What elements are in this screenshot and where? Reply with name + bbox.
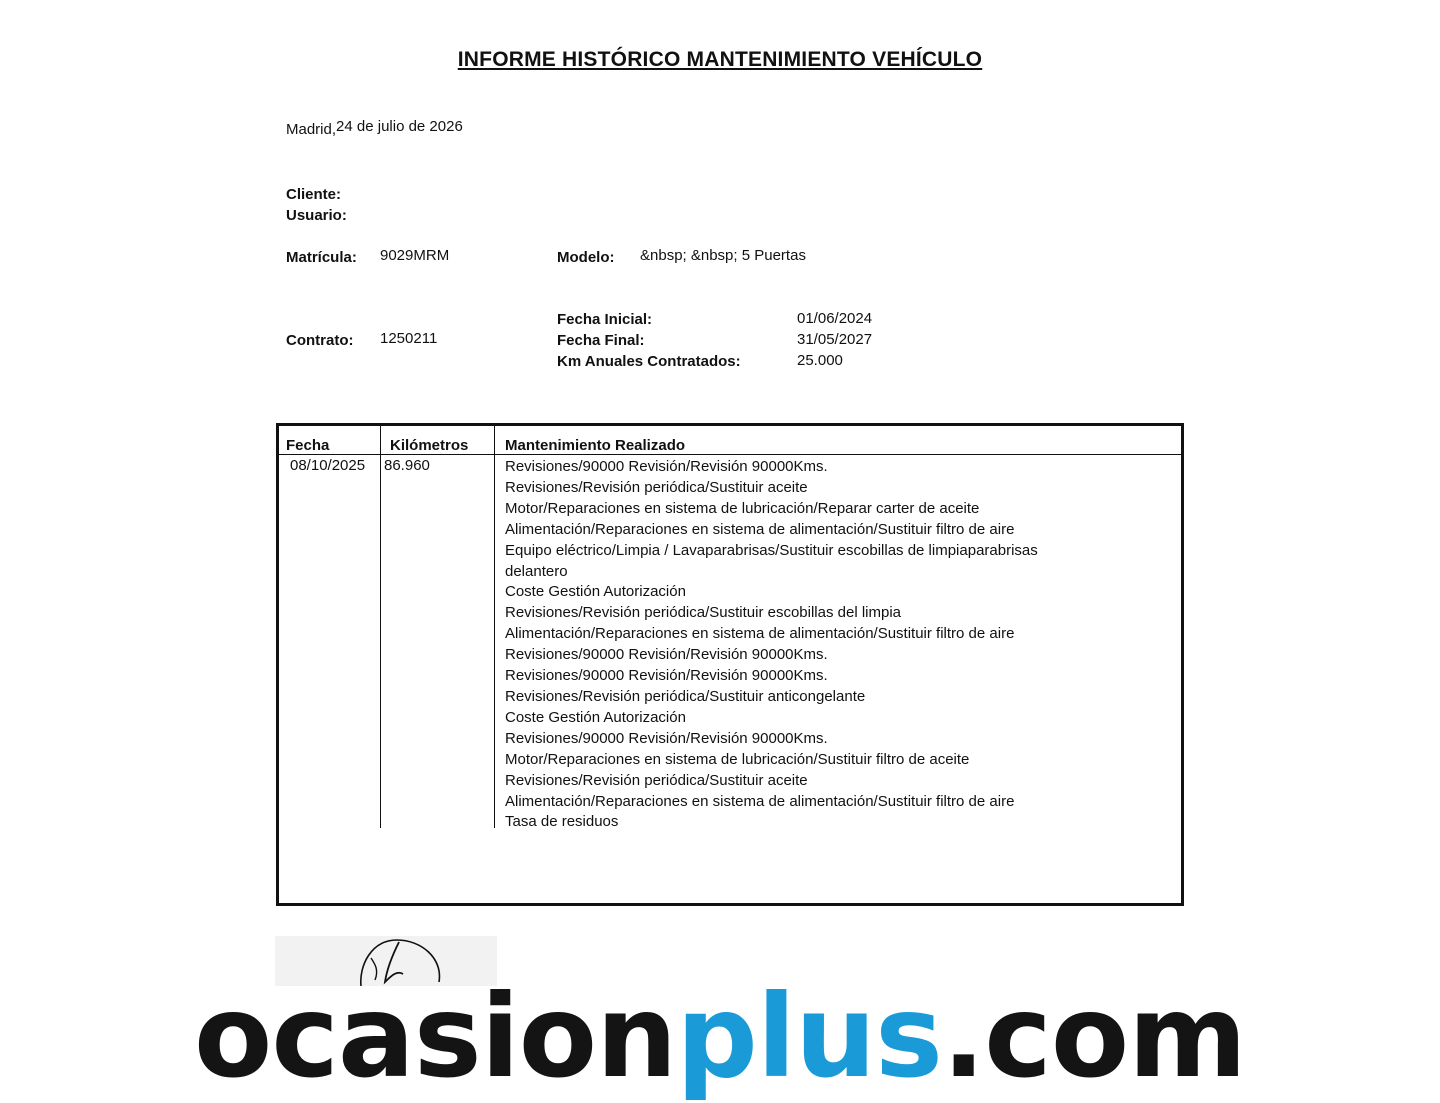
maintenance-item: Alimentación/Reparaciones en sistema de alimentación/Sustituir filtro de aire xyxy=(505,520,1015,538)
contrato-value: 1250211 xyxy=(380,330,438,347)
maintenance-item: Coste Gestión Autorización xyxy=(505,583,686,601)
row-km: 86.960 xyxy=(384,457,430,474)
maintenance-item: Alimentación/Reparaciones en sistema de alimentación/Sustituir filtro de aire xyxy=(505,625,1015,643)
row-fecha: 08/10/2025 xyxy=(290,457,366,474)
maintenance-item: Revisiones/Revisión periódica/Sustituir aceite xyxy=(505,771,808,789)
header-divider xyxy=(279,454,1181,455)
ocasionplus-logo xyxy=(0,970,1440,1103)
maintenance-item: Motor/Reparaciones en sistema de lubricación/Sustituir filtro de aceite xyxy=(505,750,970,768)
maintenance-item: Equipo eléctrico/Limpia / Lavaparabrisas/Sustituir escobillas de limpiaparabrisas xyxy=(505,541,1038,559)
maintenance-item: Revisiones/90000 Revisión/Revisión 90000Kms. xyxy=(505,729,828,747)
fecha-inicial-value: 01/06/2024 xyxy=(797,310,873,327)
cliente-label: Cliente: xyxy=(286,186,342,203)
modelo-value: &nbsp; &nbsp; 5 Puertas xyxy=(640,247,806,264)
contrato-label: Contrato: xyxy=(286,332,354,349)
maintenance-item: Motor/Reparaciones en sistema de lubricación/Reparar carter de aceite xyxy=(505,499,980,517)
header-mantenimiento: Mantenimiento Realizado xyxy=(505,437,686,454)
fecha-final-value: 31/05/2027 xyxy=(797,331,873,348)
maintenance-item: Revisiones/Revisión periódica/Sustituir anticongelante xyxy=(505,687,866,705)
logo-suffix: .com xyxy=(941,970,1246,1103)
km-anuales-value: 25.000 xyxy=(797,352,843,369)
header-fecha: Fecha xyxy=(286,437,330,454)
maintenance-items xyxy=(505,457,1038,833)
place-date xyxy=(286,118,463,138)
column-divider xyxy=(494,426,495,828)
maintenance-item: Coste Gestión Autorización xyxy=(505,708,686,726)
report-date: 24 de julio de 2026 xyxy=(336,118,463,135)
logo-blue-part: plus xyxy=(676,970,942,1103)
maintenance-item: Revisiones/90000 Revisión/Revisión 90000Kms. xyxy=(505,458,828,475)
maintenance-item: Revisiones/90000 Revisión/Revisión 90000Kms. xyxy=(505,667,828,685)
matricula-value: 9029MRM xyxy=(380,247,450,264)
maintenance-item: delantero xyxy=(505,562,568,580)
report-title: INFORME HISTÓRICO MANTENIMIENTO VEHÍCULO xyxy=(457,48,983,71)
km-anuales-label: Km Anuales Contratados: xyxy=(557,353,741,370)
logo-dark-part: ocasion xyxy=(194,970,677,1103)
maintenance-item: Revisiones/90000 Revisión/Revisión 90000Kms. xyxy=(505,646,828,664)
fecha-inicial-label: Fecha Inicial: xyxy=(557,311,653,328)
header-kilometros: Kilómetros xyxy=(390,437,469,454)
maintenance-item: Tasa de residuos xyxy=(505,813,619,831)
maintenance-item: Revisiones/Revisión periódica/Sustituir aceite xyxy=(505,478,808,496)
maintenance-table xyxy=(276,423,1184,906)
fecha-final-label: Fecha Final: xyxy=(557,332,645,349)
usuario-label: Usuario: xyxy=(286,207,347,224)
modelo-label: Modelo: xyxy=(557,249,615,266)
matricula-label: Matrícula: xyxy=(286,249,357,266)
maintenance-item: Alimentación/Reparaciones en sistema de alimentación/Sustituir filtro de aire xyxy=(505,792,1015,810)
maintenance-item: Revisiones/Revisión periódica/Sustituir escobillas del limpia xyxy=(505,604,902,622)
column-divider xyxy=(380,426,381,828)
place: Madrid, xyxy=(286,121,337,138)
